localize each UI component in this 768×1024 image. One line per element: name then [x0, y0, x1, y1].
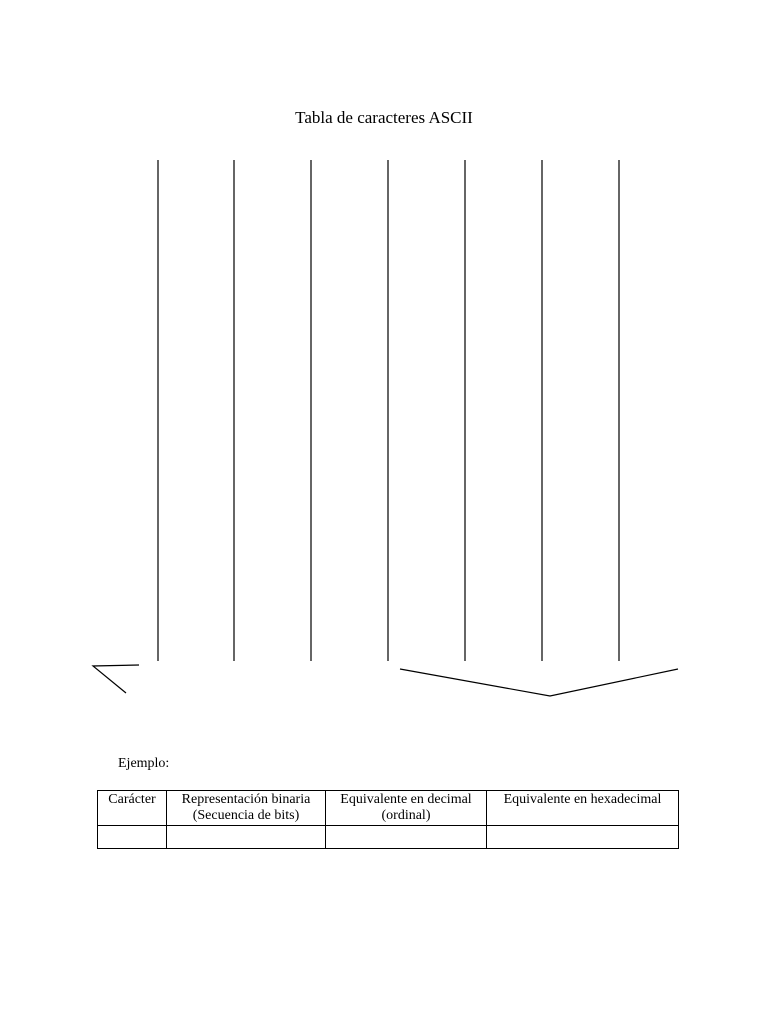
header-caracter: Carácter	[98, 791, 167, 826]
cell-caracter	[98, 826, 167, 849]
cell-binaria	[167, 826, 326, 849]
cell-decimal	[326, 826, 487, 849]
brace-mark	[400, 669, 678, 696]
cell-hexadecimal	[487, 826, 679, 849]
header-equivalente-decimal: Equivalente en decimal (ordinal)	[326, 791, 487, 826]
example-table	[97, 790, 679, 849]
header-representacion-binaria: Representación binaria (Secuencia de bits)	[167, 791, 326, 826]
table-header-row	[98, 791, 679, 826]
header-equivalente-hexadecimal: Equivalente en hexadecimal	[487, 791, 679, 826]
example-label: Ejemplo:	[118, 756, 170, 771]
left-corner-mark	[93, 665, 139, 693]
table-row	[98, 826, 679, 849]
page-title: Tabla de caracteres ASCII	[295, 108, 473, 127]
